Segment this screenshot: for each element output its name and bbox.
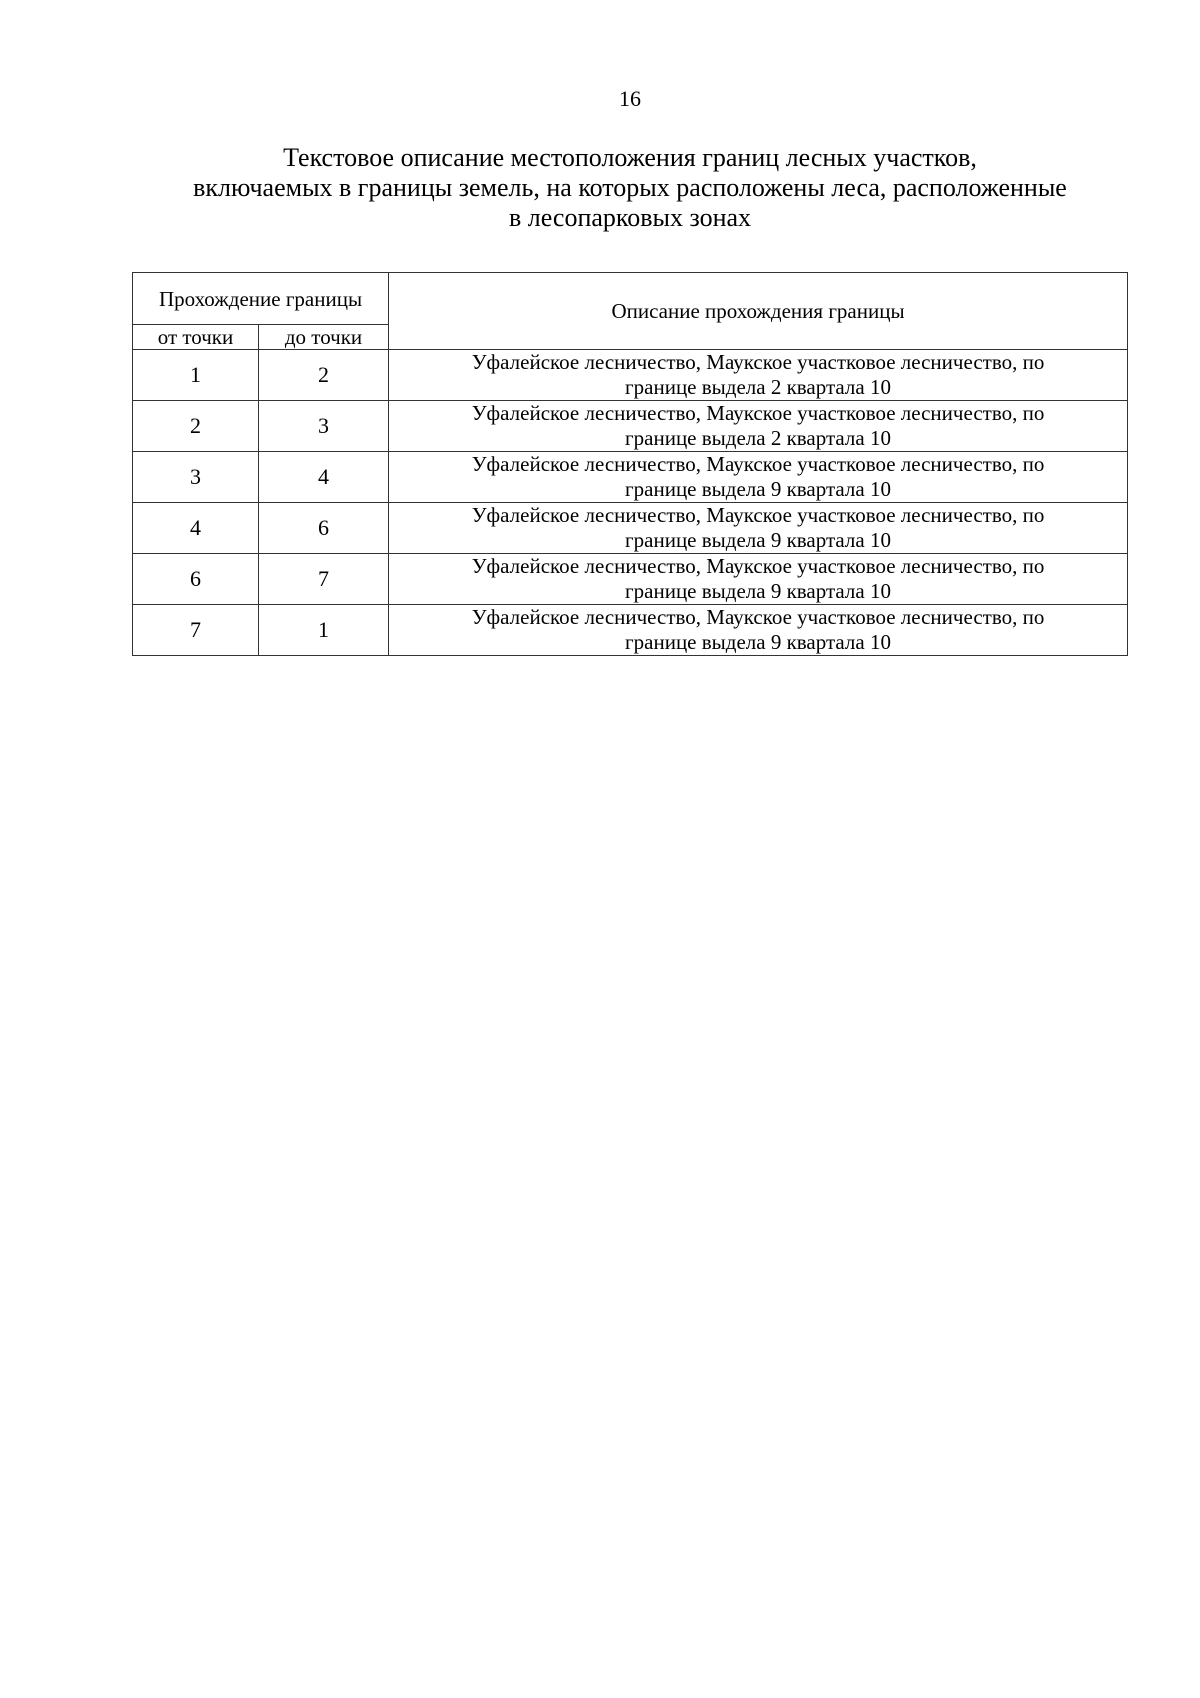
description-cell bbox=[389, 605, 1128, 656]
to-point-cell: 7 bbox=[259, 554, 389, 605]
description-line: Уфалейское лесничество, Маукское участковое лесничество, по bbox=[471, 452, 1045, 476]
to-point-cell: 3 bbox=[259, 401, 389, 452]
page-number: 16 bbox=[619, 86, 641, 111]
to-point-cell: 6 bbox=[259, 503, 389, 554]
description-line: границе выдела 9 квартала 10 bbox=[625, 579, 891, 603]
header-description: Описание прохождения границы bbox=[389, 273, 1128, 350]
from-point-cell: 4 bbox=[133, 503, 259, 554]
header-from-point: от точки bbox=[133, 325, 259, 350]
table-row bbox=[133, 350, 1128, 401]
description-line: границе выдела 2 квартала 10 bbox=[625, 426, 891, 450]
description-line: границе выдела 9 квартала 10 bbox=[625, 630, 891, 654]
from-point-cell: 6 bbox=[133, 554, 259, 605]
table-row bbox=[133, 554, 1128, 605]
to-point-cell: 4 bbox=[259, 452, 389, 503]
from-point-cell: 1 bbox=[133, 350, 259, 401]
description-line: Уфалейское лесничество, Маукское участковое лесничество, по bbox=[471, 401, 1045, 425]
table-row bbox=[133, 452, 1128, 503]
description-cell bbox=[389, 452, 1128, 503]
description-line: границе выдела 9 квартала 10 bbox=[625, 528, 891, 552]
from-point-cell: 2 bbox=[133, 401, 259, 452]
document-title bbox=[130, 143, 1130, 233]
from-point-cell: 3 bbox=[133, 452, 259, 503]
description-cell bbox=[389, 554, 1128, 605]
to-point-cell: 1 bbox=[259, 605, 389, 656]
description-line: Уфалейское лесничество, Маукское участковое лесничество, по bbox=[471, 503, 1045, 527]
description-line: Уфалейское лесничество, Маукское участковое лесничество, по bbox=[471, 605, 1045, 629]
table-row bbox=[133, 605, 1128, 656]
description-cell bbox=[389, 503, 1128, 554]
title-line: включаемых в границы земель, на которых расположены леса, расположенные bbox=[193, 173, 1067, 202]
title-line: в лесопарковых зонах bbox=[508, 203, 752, 232]
header-to-point: до точки bbox=[259, 325, 389, 350]
table-row bbox=[133, 503, 1128, 554]
description-line: Уфалейское лесничество, Маукское участковое лесничество, по bbox=[471, 554, 1045, 578]
title-line: Текстовое описание местоположения границ лесных участков, bbox=[283, 143, 977, 172]
description-line: Уфалейское лесничество, Маукское участковое лесничество, по bbox=[471, 350, 1045, 374]
description-cell bbox=[389, 350, 1128, 401]
from-point-cell: 7 bbox=[133, 605, 259, 656]
description-line: границе выдела 2 квартала 10 bbox=[625, 375, 891, 399]
description-cell bbox=[389, 401, 1128, 452]
header-boundary-passage: Прохождение границы bbox=[133, 273, 389, 325]
boundary-table bbox=[132, 272, 1128, 656]
to-point-cell: 2 bbox=[259, 350, 389, 401]
table-row bbox=[133, 401, 1128, 452]
description-line: границе выдела 9 квартала 10 bbox=[625, 477, 891, 501]
